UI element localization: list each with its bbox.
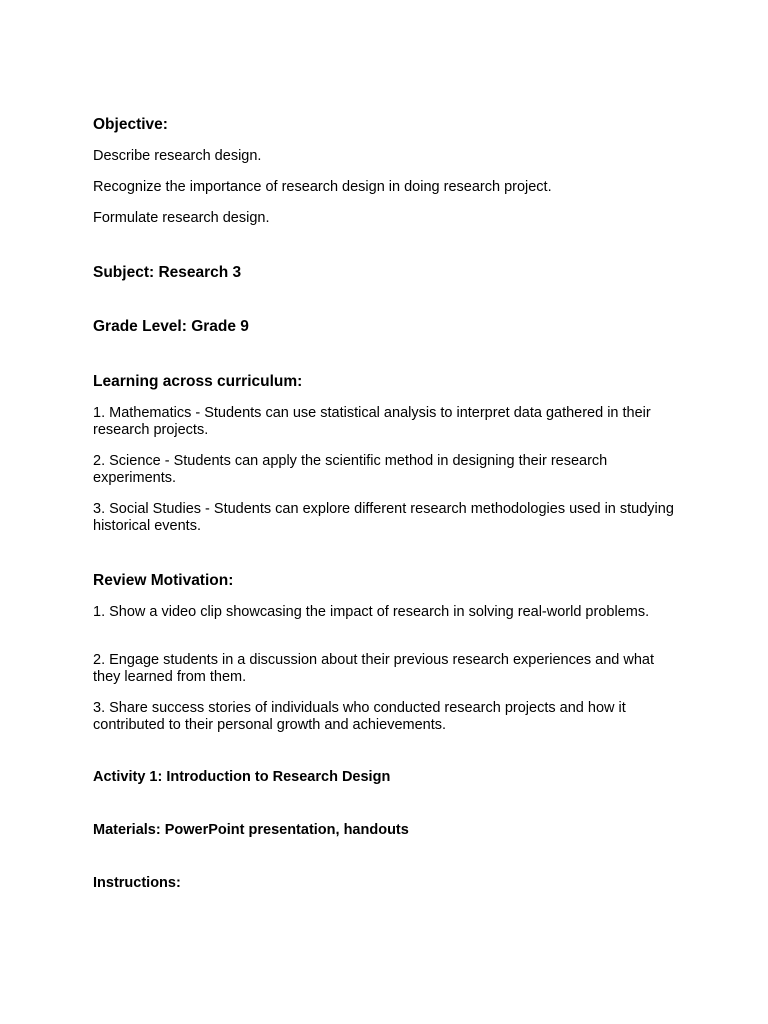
objective-item-3: Formulate research design. — [93, 210, 270, 226]
learning-across-curriculum-heading: Learning across curriculum: — [93, 373, 303, 390]
curriculum-item-3: 3. Social Studies - Students can explore different research methodologies used in studying historical events. — [93, 501, 674, 534]
curriculum-item-2: 2. Science - Students can apply the scientific method in designing their research experiments. — [93, 453, 608, 486]
instructions-heading: Instructions: — [93, 875, 181, 891]
review-motivation-item-3: 3. Share success stories of individuals who conducted research projects and how it contributed to their personal growth and achievements. — [93, 700, 626, 733]
objective-heading: Objective: — [93, 116, 168, 133]
subject-heading: Subject: Research 3 — [93, 264, 242, 281]
curriculum-item-1: 1. Mathematics - Students can use statistical analysis to interpret data gathered in their research projects. — [93, 405, 651, 438]
objective-item-2: Recognize the importance of research design in doing research project. — [93, 179, 552, 195]
review-motivation-item-2: 2. Engage students in a discussion about their previous research experiences and what they learned from them. — [93, 652, 655, 685]
review-motivation-item-1: 1. Show a video clip showcasing the impact of research in solving real-world problems. — [93, 604, 650, 620]
grade-level-heading: Grade Level: Grade 9 — [93, 318, 249, 335]
objective-item-1: Describe research design. — [93, 148, 262, 164]
activity-1-heading: Activity 1: Introduction to Research Design — [93, 769, 391, 785]
review-motivation-heading: Review Motivation: — [93, 572, 234, 589]
materials-heading: Materials: PowerPoint presentation, handouts — [93, 822, 409, 838]
